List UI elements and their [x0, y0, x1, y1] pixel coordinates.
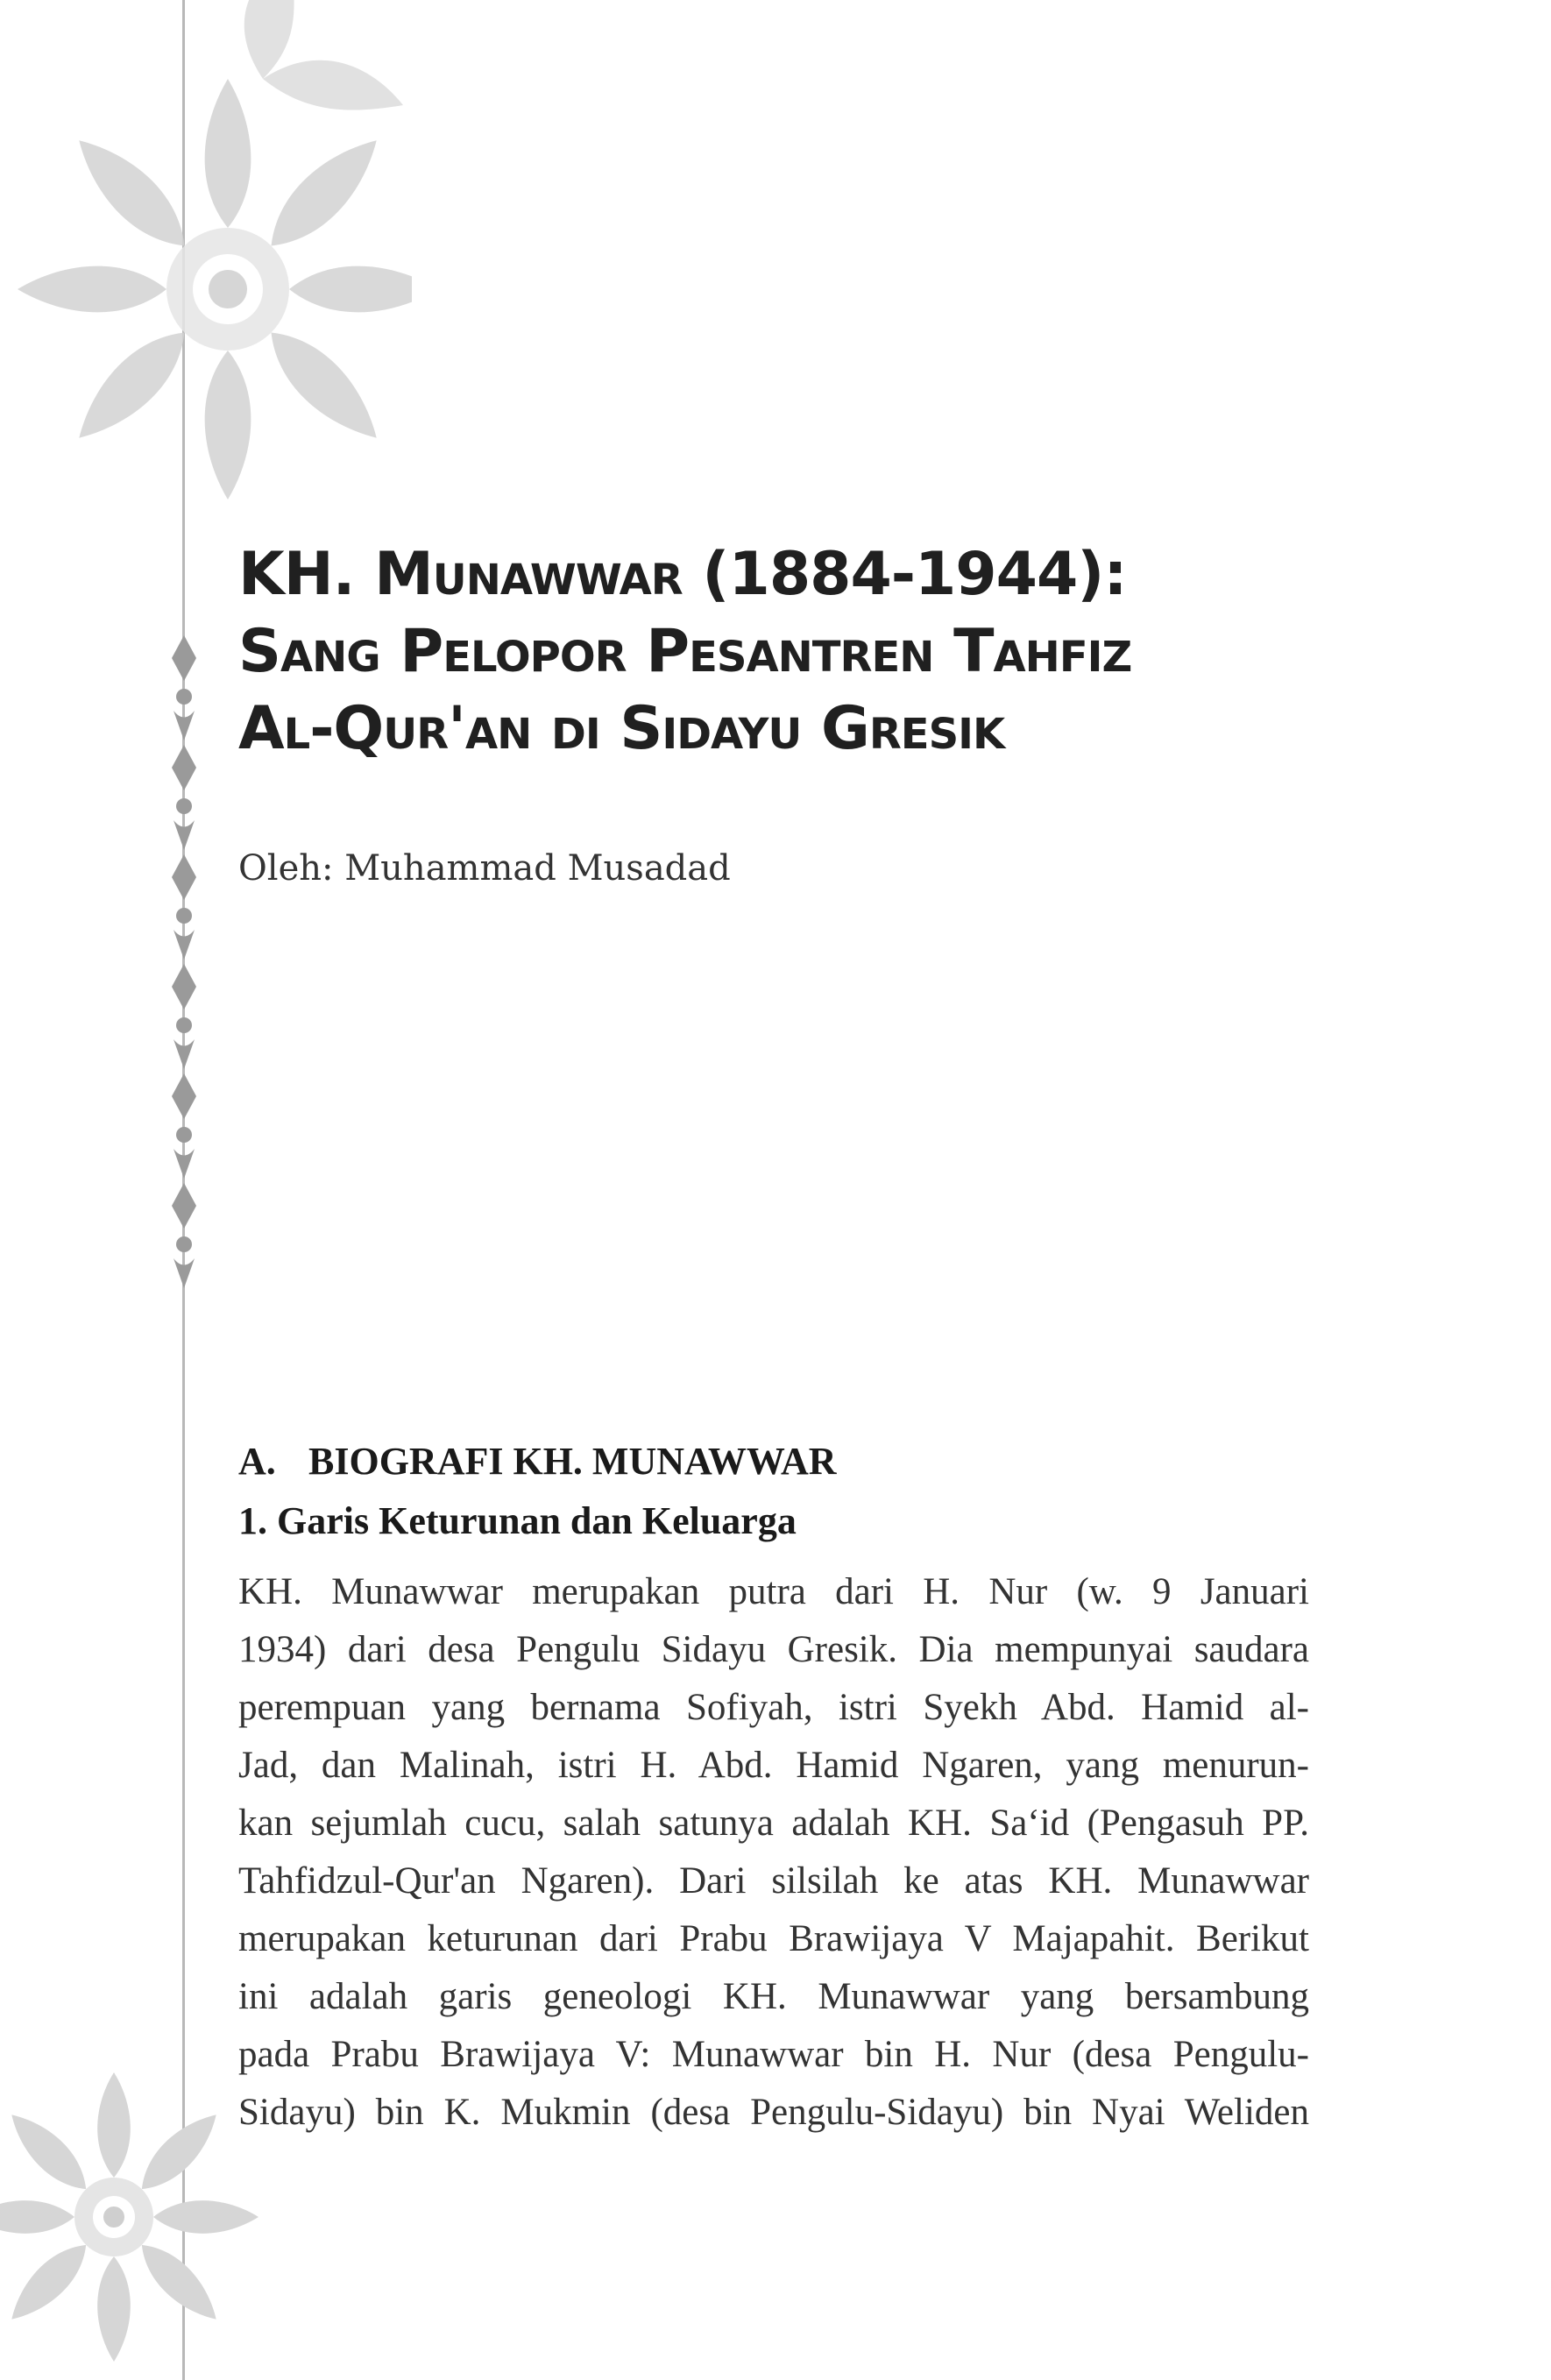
section-heading-text: BIOGRAFI KH. MUNAWWAR — [308, 1440, 837, 1483]
body-line: KH. Munawwar merupakan putra dari H. Nur (w. 9 Januari — [238, 1571, 1309, 1612]
body-line: pada Prabu Brawijaya V: Munawwar bin H. Nur (desa Pengulu- — [238, 2034, 1309, 2075]
body-line: merupakan keturunan dari Prabu Brawijaya V Majapahit. Berikut — [238, 1918, 1309, 1959]
body-paragraph — [238, 1563, 1309, 2142]
decorative-chain — [156, 635, 212, 1301]
body-line: perempuan yang bernama Sofiyah, istri Syekh Abd. Hamid al- — [238, 1687, 1309, 1728]
chapter-title-line-2: Sang Pelopor Pesantren Tahfiz — [238, 617, 1132, 686]
body-line: Tahfidzul-Qur'an Ngaren). Dari silsilah ke atas KH. Munawwar — [238, 1860, 1309, 1902]
body-line: Sidayu) bin K. Mukmin (desa Pengulu-Sidayu) bin Nyai Weliden — [238, 2092, 1309, 2133]
body-line: kan sejumlah cucu, salah satunya adalah KH. Sa‘id (Pengasuh PP. — [238, 1803, 1309, 1844]
section-heading-number: A. — [238, 1440, 276, 1483]
author-byline: Oleh: Muhammad Musadad — [238, 848, 731, 889]
body-line: Jad, dan Malinah, istri H. Abd. Hamid Ngaren, yang menurun- — [238, 1745, 1309, 1786]
body-line: 1934) dari desa Pengulu Sidayu Gresik. Dia mempunyai saudara — [238, 1629, 1309, 1670]
chapter-title-line-1: KH. Munawwar (1884-1944): — [238, 540, 1127, 609]
chapter-title — [238, 536, 1377, 768]
chapter-title-line-3: Al-Qur'an di Sidayu Gresik — [238, 694, 1005, 763]
floral-ornament-top — [0, 0, 412, 561]
body-line: ini adalah garis geneologi KH. Munawwar yang bersambung — [238, 1976, 1309, 2017]
section-heading — [238, 1439, 837, 1484]
subsection-heading: 1. Garis Keturunan dan Keluarga — [238, 1499, 797, 1542]
